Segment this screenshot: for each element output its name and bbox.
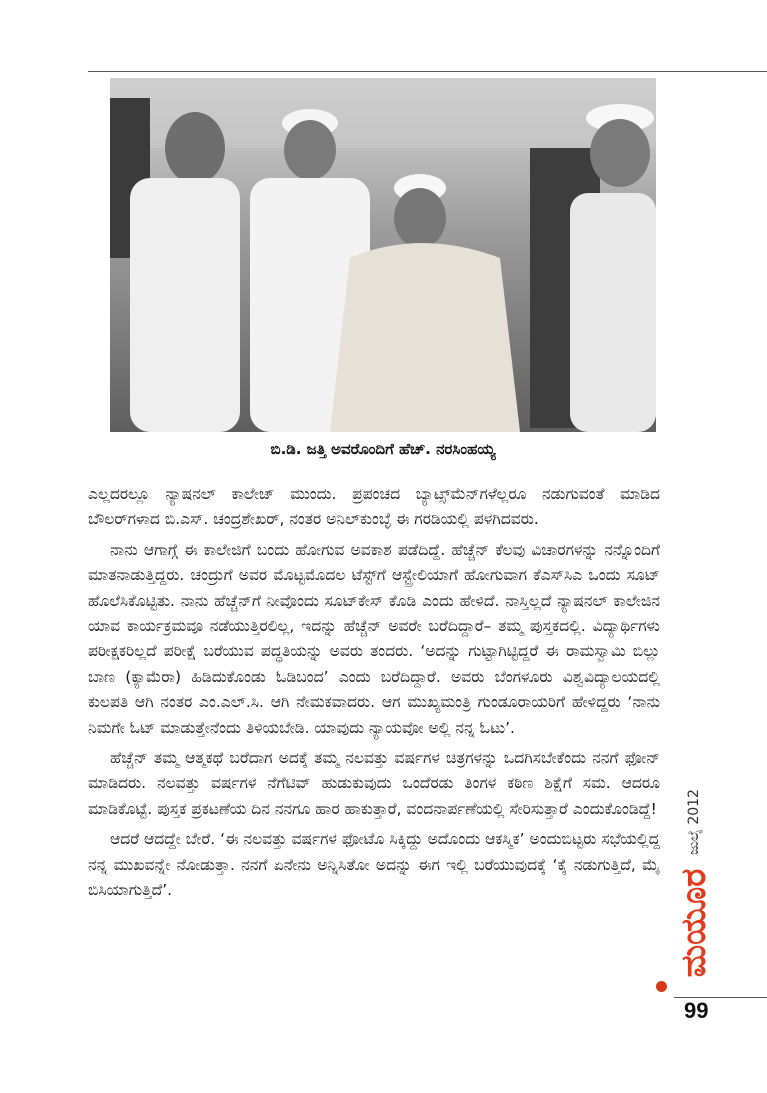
article-body xyxy=(88,482,660,909)
paragraph-3: ಹೆಚ್ಚೆನ್ ತಮ್ಮ ಆತ್ಮಕಥೆ ಬರೆದಾಗ ಅದಕ್ಕೆ ತಮ್ಮ ನಲವತ್ತು ವರ್ಷಗಳ ಚಿತ್ರಗಳನ್ನು ಒದಗಿಸಬೇಕೆಂದು ನನಗೆ ಫೋನ್ ಮಾಡಿದರು. ನಲವತ್ತು ವರ್ಷಗಳ ನೆಗೆಟಿವ್ ಹುಡುಕುವುದು ಒಂದೆರಡು ತಿಂಗಳ ಕಠಿಣ ಶಿಕ್ಷೆಗೆ ಸಮ. ಆದರೂ ಮಾಡಿಕೊಟ್ಟೆ. ಪುಸ್ತಕ ಪ್ರಕಟಣೆಯ ದಿನ ನನಗೂ ಹಾರ ಹಾಕುತ್ತಾರೆ, ವಂದನಾರ್ಪಣೆಯಲ್ಲಿ ಸೇರಿಸುತ್ತಾರೆ ಎಂದುಕೊಂಡಿದ್ದೆ! xyxy=(88,749,660,818)
issue-date-text: ಜುಲೈ 2012 xyxy=(686,789,702,855)
logo-dot-icon xyxy=(656,981,667,992)
photo-caption: ಬಿ.ಡಿ. ಜತ್ತಿ ಅವರೊಂದಿಗೆ ಹೆಚ್. ನರಸಿಂಹಯ್ಯ xyxy=(270,440,496,458)
photograph xyxy=(110,78,656,432)
issue-date xyxy=(664,782,724,862)
paragraph-2: ನಾನು ಆಗಾಗ್ಗೆ ಈ ಕಾಲೇಜಿಗೆ ಬಂದು ಹೋಗುವ ಅವಕಾಶ ಪಡೆದಿದ್ದೆ. ಹೆಚ್ಚೆನ್ ಕೆಲವು ವಿಚಾರಗಳನ್ನು ನನ್ನೊಂದಿಗೆ ಮಾತನಾಡುತ್ತಿದ್ದರು. ಚಂದ್ರುಗೆ ಅವರ ಮೊಟ್ಟಮೊದಲ ಟೆಸ್ಟ್‌ಗೆ ಆಸ್ಟ್ರೇಲಿಯಾಗೆ ಹೋಗುವಾಗ ಕೆಎಸ್‌ಸಿಎ ಒಂದು ಸೂಟ್ ಹೊಲೆಸಿಕೊಟ್ಟಿತು. ನಾನು ಹೆಚ್ಚೆನ್‌ಗೆ ನೀವೊಂದು ಸೂಟ್‌ಕೇಸ್ ಕೊಡಿ ಎಂದು ಹೇಳಿದೆ. ನಾಸ್ತಿಲ್ಲದೆ ನ್ಯಾಷನಲ್ ಕಾಲೇಜಿನ ಯಾವ ಕಾರ್ಯಕ್ರಮವೂ ನಡೆಯುತ್ತಿರಲಿಲ್ಲ, ಇದನ್ನು ಹೆಚ್ಚೆನ್ ಅವರೇ ಬರೆದಿದ್ದಾರೆ– ತಮ್ಮ ಪುಸ್ತಕದಲ್ಲಿ. ವಿದ್ಯಾರ್ಥಿಗಳು ಪರೀಕ್ಷಕರಿಲ್ಲದೆ ಪರೀಕ್ಷೆ ಬರೆಯುವ ಪದ್ಧತಿಯನ್ನು ಅವರು ತಂದರು. ‘ಅದನ್ನು ಗುಟ್ಟಾಗಿಟ್ಟಿದ್ದರೆ ಈ ರಾಮಸ್ವಾಮಿ ಬಿಲ್ಲು ಬಾಣ (ಕ್ಯಾಮೆರಾ) ಹಿಡಿದುಕೊಂಡು ಓಡಿಬಂದ’ ಎಂದು ಬರೆದಿದ್ದಾರೆ. ಅವರು ಬೆಂಗಳೂರು ವಿಶ್ವವಿದ್ಯಾಲಯದಲ್ಲಿ ಕುಲಪತಿ ಆಗಿ ನಂತರ ಎಂ.ಎಲ್.ಸಿ. ಆಗಿ ನೇಮಕವಾದರು. ಆಗ ಮುಖ್ಯಮಂತ್ರಿ ಗುಂಡೂರಾಯರಿಗೆ ಹೇಳಿದ್ದರು ‘ನಾನು ನಿಮಗೇ ಓಟ್ ಮಾಡುತ್ತೇನೆಂದು ತಿಳಿಯಬೇಡಿ. ಯಾವುದು ನ್ಯಾಯವೋ ಅಲ್ಲಿ ನನ್ನ ಓಟು’. xyxy=(88,540,660,737)
paragraph-4: ಆದರೆ ಆದದ್ದೇ ಬೇರೆ. ‘ಈ ನಲವತ್ತು ವರ್ಷಗಳ ಫೋಟೊ ಸಿಕ್ಕಿದ್ದು ಅದೊಂದು ಆಕಸ್ಮಿಕ’ ಅಂದುಬಿಟ್ಟರು ಸಭೆಯಲ್ಲಿದ್ದ ನನ್ನ ಮುಖವನ್ನೇ ನೋಡುತ್ತಾ. ನನಗೆ ಏನೇನು ಅನ್ನಿಸಿತೋ ಅದನ್ನು ಈಗ ಇಲ್ಲಿ ಬರೆಯುವುದಕ್ಕೆ ‘ಕೈ ನಡುಗುತ್ತಿದೆ, ಮೈ ಬಿಸಿಯಾಗುತ್ತಿದೆ’. xyxy=(88,830,660,900)
page-number: 99 xyxy=(684,998,709,1023)
paragraph-1: ಎಲ್ಲದರಲ್ಲೂ ನ್ಯಾಷನಲ್ ಕಾಲೇಜ್ ಮುಂದು. ಪ್ರಪಂಚದ ಬ್ಯಾಟ್ಸ್‌ಮೆನ್‌ಗಳೆಲ್ಲರೂ ನಡುಗುವಂತೆ ಮಾಡಿದ ಬೌಲರ್‌ಗಳಾದ ಬಿ.ಎಸ್. ಚಂದ್ರಶೇಖರ್, ನಂತರ ಅನಿಲ್‌ಕುಂಬ್ಳೆ ಈ ಗರಡಿಯಲ್ಲಿ ಪಳಗಿದವರು. xyxy=(88,485,660,529)
photo-illustration xyxy=(110,78,656,432)
magazine-logo xyxy=(664,868,724,978)
top-rule xyxy=(88,71,767,72)
magazine-logo-text: ಮಯೂರ xyxy=(674,868,714,978)
